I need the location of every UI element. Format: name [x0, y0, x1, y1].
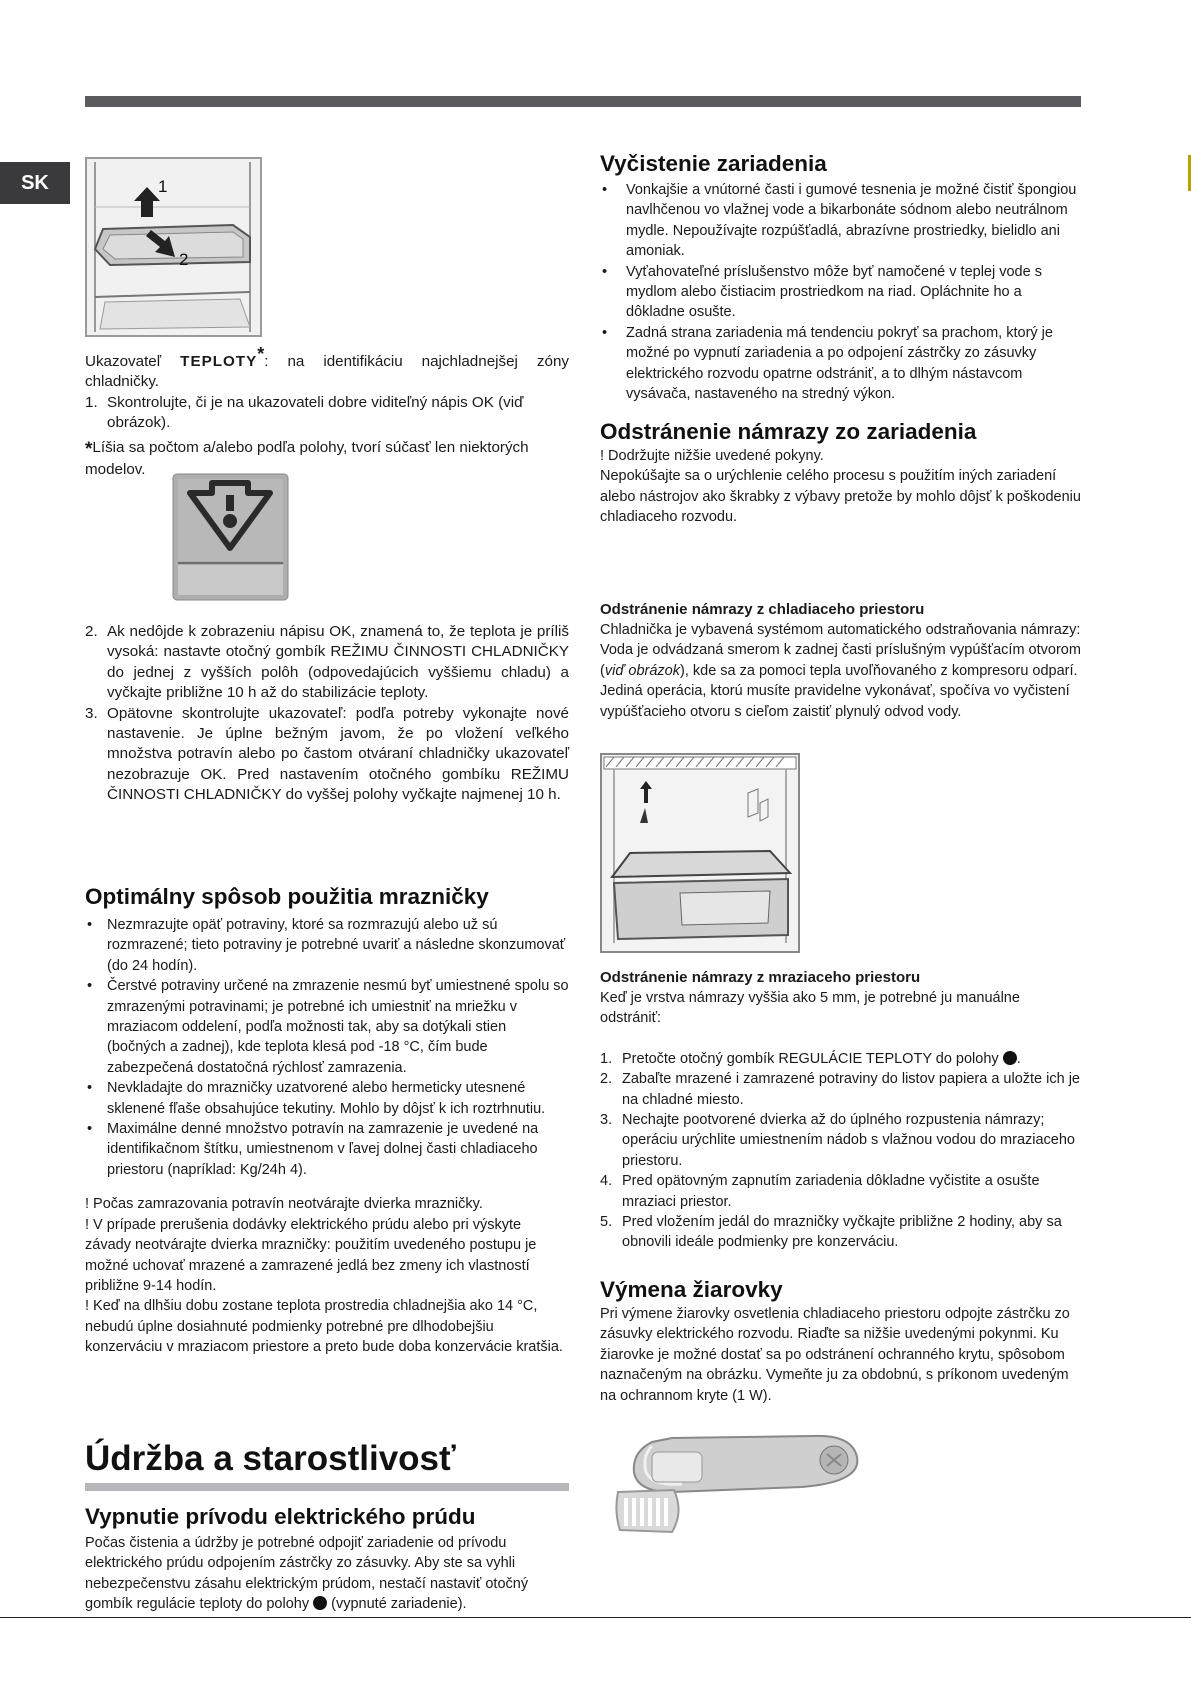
note: ! Počas zamrazovania potravín neotvárajte dvierka mrazničky.: [85, 1196, 483, 1213]
indicator-steps-continued: [85, 622, 569, 806]
indicator-steps-2: [85, 622, 569, 806]
lamp-cover-figure: [612, 1432, 872, 1542]
cleaning-title: Vyčistenie zariadenia: [600, 151, 827, 176]
cleaning-section: [600, 150, 1084, 404]
indicator-intro: Ukazovateľ TEPLOTY*: na identifikáciu najchladnejšej zóny chladničky.: [85, 343, 569, 391]
off-position-icon: [313, 1596, 327, 1610]
list-item: • Maximálne denné množstvo potravín na zamrazenie je uvedené na identifikačnom štítku, umiestnenom v ľavej dolnej časti chladiaceho priestoru (napríklad: Kg/24h 4).: [85, 1119, 569, 1180]
list-item: 3. Nechajte pootvorené dvierka až do úplného rozpustenia námrazy; operáciu urýchlite umiestnením nádob s vlažnou vodou do mraziaceho priestoru.: [600, 1112, 1075, 1169]
off-position-icon: [1003, 1051, 1017, 1065]
footer-rule: [0, 1617, 1191, 1618]
note: ! Keď na dlhšiu dobu zostane teplota prostredia chladnejšia ako 14 °C, nebudú úplne dosiahnuté podmienky potrebné pre dlhodobejšiu konzerváciu v mraziacom priestore a preto bude doba konzervácie kratšia.: [85, 1298, 563, 1356]
shelf-removal-figure: [85, 157, 262, 337]
fridge-drain-figure: [600, 753, 800, 953]
list-item: 1. Pretočte otočný gombík REGULÁCIE TEPLOTY do polohy .: [600, 1050, 1021, 1067]
header-rule: [85, 96, 1081, 107]
fridge-defrost-section: [600, 600, 1084, 722]
defrost-warning: Nepokúšajte sa o urýchlenie celého procesu s použitím iných zariadení alebo nástrojov ako škrabky z výbavy pretože by mohlo dôjsť k poškodeniu chladiaceho rozvodu.: [600, 468, 1081, 526]
freezer-defrost-intro: Keď je vrstva námrazy vyššia ako 5 mm, je potrebné ju manuálne odstrániť:: [600, 990, 1020, 1027]
list-item: • Čerstvé potraviny určené na zmrazenie nesmú byť umiestnené spolu so zmrazenými potravinami; je potrebné ich umiestniť na mriežku v mraziacom oddelení, podľa možnosti tak, aby sa dotýkali stien (bočných a zadnej), kde teplota klesá pod -18 °C, čím bude zabezpečená dostatočná rýchlosť zamrazenia.: [85, 976, 569, 1078]
title-rule: [85, 1483, 569, 1491]
freezer-notes: [85, 1194, 569, 1357]
power-text: Počas čistenia a údržby je potrebné odpojiť zariadenie od prívodu elektrického prúdu odpojením zástrčky zo zásuvky. Aby ste sa vyhli nebezpečenstvu zásahu elektrickým prúdom, nestačí nastaviť otočný gombík regulácie teploty do polohy (vypnuté zariadenie).: [85, 1535, 529, 1613]
list-item: • Vonkajšie a vnútorné časti i gumové tesnenia je možné čistiť špongiou navlhčenou vo vlažnej vode a bikarbonáte sódnom alebo neutrálnom mydle. Nepoužívajte rozpúšťadlá, abrazívne prostriedky, bielidlo ani amoniak.: [600, 180, 1084, 262]
list-item: 2. Ak nedôjde k zobrazeniu nápisu OK, znamená to, že teplota je príliš vysoká: nastavte otočný gombík REŽIMU ČINNOSTI CHLADNIČKY do jednej z vyšších polôh (odpovedajúcich vyššiemu chladu) a vyčkajte približne 10 h až do stabilizácie teploty.: [85, 623, 569, 702]
footnote: *Líšia sa počtom a/alebo podľa polohy, tvorí súčasť len niektorých modelov.: [85, 438, 529, 479]
bulb-section: [600, 1276, 1084, 1406]
figure-label-2: 2: [179, 250, 189, 269]
list-item: 4. Pred opätovným zapnutím zariadenia dôkladne vyčistite a osušte mraziaci priestor.: [600, 1173, 1040, 1210]
freezer-section: [85, 883, 569, 1358]
list-item: 3. Opätovne skontrolujte ukazovateľ: podľa potreby vykonajte nové nastavenie. Je úplne bežným javom, že po vložení veľkého množstva potravín alebo po častom otváraní chladničky ukazovateľ nezobrazuje OK. Pred nastavením otočného gombíku REŽIMU ČINNOSTI CHLADNIČKY do vyššej polohy vyčkajte najmenej 10 h.: [85, 704, 569, 804]
list-item: • Nevkladajte do mrazničky uzatvorené alebo hermeticky utesnené sklenené fľaše obsahujúce tekutiny. Mohlo by dôjsť k ich roztrhnutiu.: [85, 1078, 569, 1119]
temperature-indicator-figure: [172, 473, 289, 601]
list-item: • Nezmrazujte opäť potraviny, ktoré sa rozmrazujú alebo už sú rozmrazené; tieto potraviny je potrebné uvariť a následne skonzumovať (do 24 hodín).: [85, 915, 569, 976]
maintenance-section: [85, 1437, 569, 1615]
list-item: 1. Skontrolujte, či je na ukazovateli dobre viditeľný nápis OK (viď obrázok).: [85, 393, 524, 432]
list-item: • Vyťahovateľné príslušenstvo môže byť namočené v teplej vode s mydlom alebo čistiacim prostriedkom na riad. Opláchnite ho a dôkladne osušte.: [600, 262, 1084, 323]
freezer-defrost-title: Odstránenie námrazy z mraziaceho priestoru: [600, 969, 921, 986]
cleaning-bullets: [600, 180, 1084, 404]
indicator-section: [85, 343, 569, 480]
figure-label-1: 1: [158, 177, 168, 196]
language-tab: SK: [0, 162, 70, 204]
bulb-title: Výmena žiarovky: [600, 1277, 783, 1302]
defrost-note: ! Dodržujte nižšie uvedené pokyny.: [600, 448, 824, 464]
freezer-defrost-steps: [600, 1049, 1084, 1253]
defrost-title: Odstránenie námrazy zo zariadenia: [600, 419, 977, 444]
list-item: • Zadná strana zariadenia má tendenciu pokryť sa prachom, ktorý je možné po vypnutí zariadenia a po odpojení zástrčky zo zásuvky elektrického rozvodu opatrne odstrániť, a to dlhým nástavcom vysávača, nastaveného na stredný výkon.: [600, 323, 1084, 405]
freezer-title: Optimálny spôsob použitia mrazničky: [85, 884, 489, 909]
freezer-defrost-section: [600, 968, 1084, 1253]
defrost-section: [600, 418, 1084, 528]
fridge-defrost-title: Odstránenie námrazy z chladiaceho priestoru: [600, 601, 925, 618]
power-title: Vypnutie prívodu elektrického prúdu: [85, 1504, 476, 1529]
indicator-steps: [85, 393, 569, 434]
list-item: 2. Zabaľte mrazené i zamrazené potraviny do listov papiera a uložte ich je na chladné miesto.: [600, 1071, 1080, 1108]
maintenance-title: Údržba a starostlivosť: [85, 1439, 456, 1478]
freezer-bullets: [85, 915, 569, 1180]
note: ! V prípade prerušenia dodávky elektrického prúdu alebo pri výskyte závady neotvárajte dvierka mrazničky: použitím uvedeného postupu je možné uchovať mrazené a zamrazené jedlá bez zmeny ich vlastností približne 9-14 hodín.: [85, 1216, 537, 1294]
bulb-text: Pri výmene žiarovky osvetlenia chladiaceho priestoru odpojte zástrčku zo zásuvky elektrického rozvodu. Riaďte sa nižšie uvedenými pokynmi. Ku žiarovke je možné dostať sa po odstránení ochranného krytu, spôsobom naznačeným na obrázku. Vymeňte ju za obdobnú, s príkonom uvedeným na ochrannom kryte (1 W).: [600, 1306, 1070, 1404]
list-item: 5. Pred vložením jedál do mrazničky vyčkajte približne 2 hodiny, aby sa obnovili ideále podmienky pre konzerváciu.: [600, 1214, 1062, 1251]
fridge-defrost-text: Chladnička je vybavená systémom automatického odstraňovania námrazy: Voda je odvádzaná smerom k zadnej časti príslušným vypúšťacím otvorom (viď obrázok), kde sa za pomoci tepla uvoľňovaného z kompresoru odparí. Jediná operácia, ktorú musíte pravidelne vykonávať, spočíva vo vyčistení vypúšťacieho otvoru s cieľom zaistiť plynulý odvod vody.: [600, 622, 1081, 720]
